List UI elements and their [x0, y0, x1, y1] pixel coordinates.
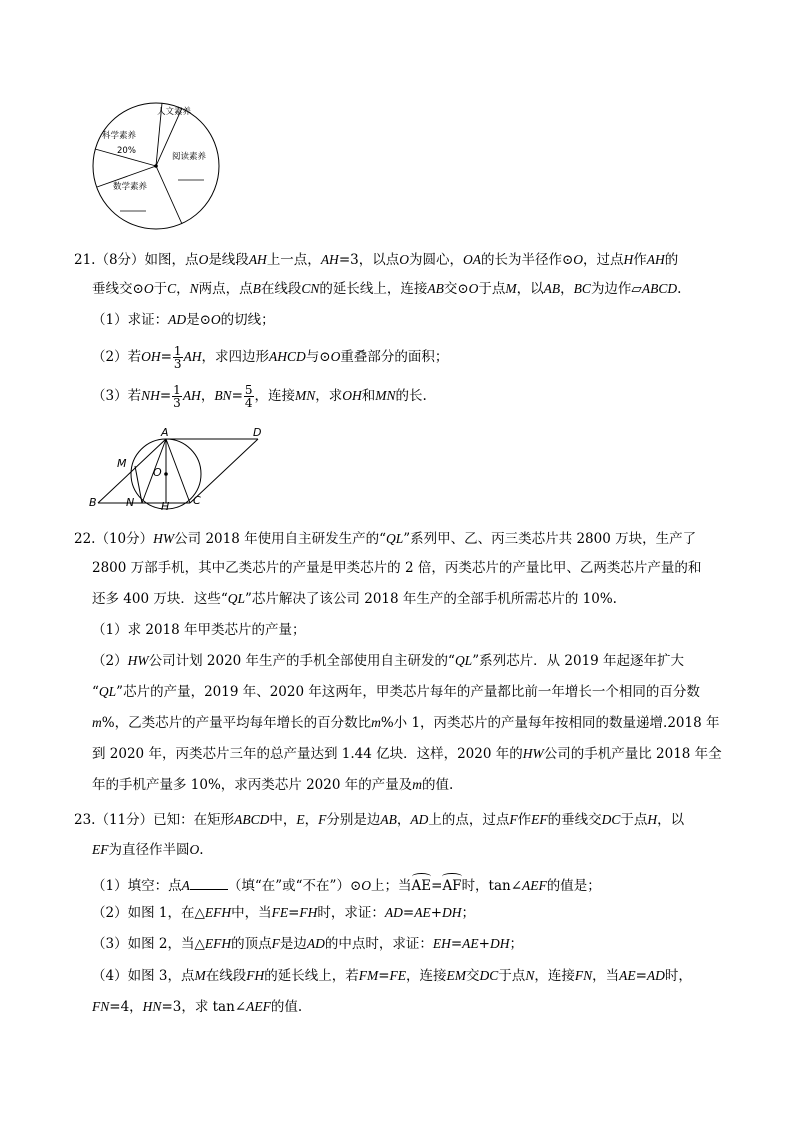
fraction-five-quarters: $\frac{5}{4}$	[244, 383, 253, 410]
label-science: 科学素养	[102, 131, 137, 141]
q23-part1: （1）填空：点A （填“在”或“不在”）⊙O上；当 AE= AF时，tan∠AEF的值是；	[92, 873, 601, 896]
label-o: O	[153, 466, 162, 479]
label-humanities: 人文素养	[157, 107, 192, 117]
pie-chart	[86, 100, 226, 232]
q23-line1: 23.（11分）已知：在矩形ABCD中，E，F分别是边AB，AD上的点，过点F作EF的垂线交DC于点H，以	[74, 812, 685, 828]
segment-ac	[166, 439, 190, 503]
label-reading: 阅读素养	[172, 152, 207, 162]
label-science-pct: 20%	[117, 146, 136, 156]
label-math: 数学素养	[113, 182, 148, 192]
q21-part1: （1）求证：AD是⊙O的切线；	[92, 312, 275, 328]
q22-line7: m%，乙类芯片的产量平均每年增长的百分数比m%小 1，丙类芯片的产量每年按相同的数量递增.2018 年	[92, 715, 720, 731]
q23-part4: （4）如图 3，点M在线段FH的延长线上，若FM=FE，连接EM交DC于点N，连接FN，当AE=AD时，	[92, 968, 692, 984]
q22-line8: 到 2020 年，丙类芯片三年的总产量达到 1.44 亿块．这样，2020 年的HW公司的手机产量比 2018 年全	[92, 746, 722, 762]
q22-line9: 年的手机产量多 10%，求丙类芯片 2020 年的产量及m的值.	[92, 777, 454, 793]
q21-part2: （2）若OH= $\frac{1}{3}$ AH，求四边形AHCD与⊙O重叠部分的面积；	[92, 344, 449, 371]
q23-part3: （3）如图 2，当△EFH的顶点F是边AD的中点时，求证：EH=AE+DH；	[92, 936, 523, 952]
point-o	[164, 472, 168, 476]
label-b: B	[89, 496, 97, 509]
q23-line2: EF为直径作半圆O.	[92, 842, 204, 858]
label-m: M	[117, 457, 127, 470]
q22-part1: （1）求 2018 年甲类芯片的产量；	[92, 622, 306, 638]
arc-af: AF	[442, 873, 461, 896]
pie-divider	[156, 166, 182, 224]
label-h: H	[161, 500, 170, 512]
q22-part2: （2）HW公司计划 2020 年生产的手机全部使用自主研发的“QL”系列芯片．从 2019 年起逐年扩大	[92, 653, 685, 669]
q21-line1: 21.（8分）如图，点O是线段AH上一点，AH=3，以点O为圆心，OA的长为半径作⊙O，过点H作AH的	[74, 252, 679, 268]
fraction-one-third: $\frac{1}{3}$	[173, 344, 182, 371]
q21-part3: （3）若NH= $\frac{1}{3}$ AH，BN= $\frac{5}{4}$ ，连接MN，求OH和MN的长.	[92, 383, 427, 410]
fraction-one-third: $\frac{1}{3}$	[173, 383, 181, 410]
q23-line5: FN=4，HN=3，求 tan∠AEF的值.	[92, 999, 303, 1015]
q23-part2: （2）如图 1，在△EFH中，当FE=FH时，求证：AD=AE+DH；	[92, 905, 476, 921]
q22-line6: “QL”芯片的产量，2019 年、2020 年这两年，甲类芯片每年的产量都比前一年增长一个相同的百分数	[92, 684, 700, 700]
segment-mn	[135, 466, 142, 503]
q21-line2: 垂线交⊙O于C，N两点，点B在线段CN的延长线上，连接AB交⊙O于点M，以AB，BC为边作▱ABCD.	[92, 281, 682, 297]
q22-line3: 还多 400 万块．这些“QL”芯片解决了该公司 2018 年生产的全部手机所需芯片的 10%.	[92, 591, 617, 607]
geometry-figure	[86, 424, 272, 512]
label-c: C	[193, 494, 201, 507]
label-a: A	[161, 426, 169, 439]
label-d: D	[253, 426, 262, 439]
q22-line2: 2800 万部手机，其中乙类芯片的产量是甲类芯片的 2 倍，丙类芯片的产量比甲、乙两类芯片产量的和	[92, 560, 702, 576]
arc-ae: AE	[412, 873, 432, 896]
answer-blank	[190, 877, 228, 890]
q22-line1: 22.（10分）HW公司 2018 年使用自主研发生产的“QL”系列甲、乙、丙三类芯片共 2800 万块，生产了	[74, 531, 697, 547]
label-n: N	[126, 496, 135, 509]
pie-center	[154, 164, 158, 168]
